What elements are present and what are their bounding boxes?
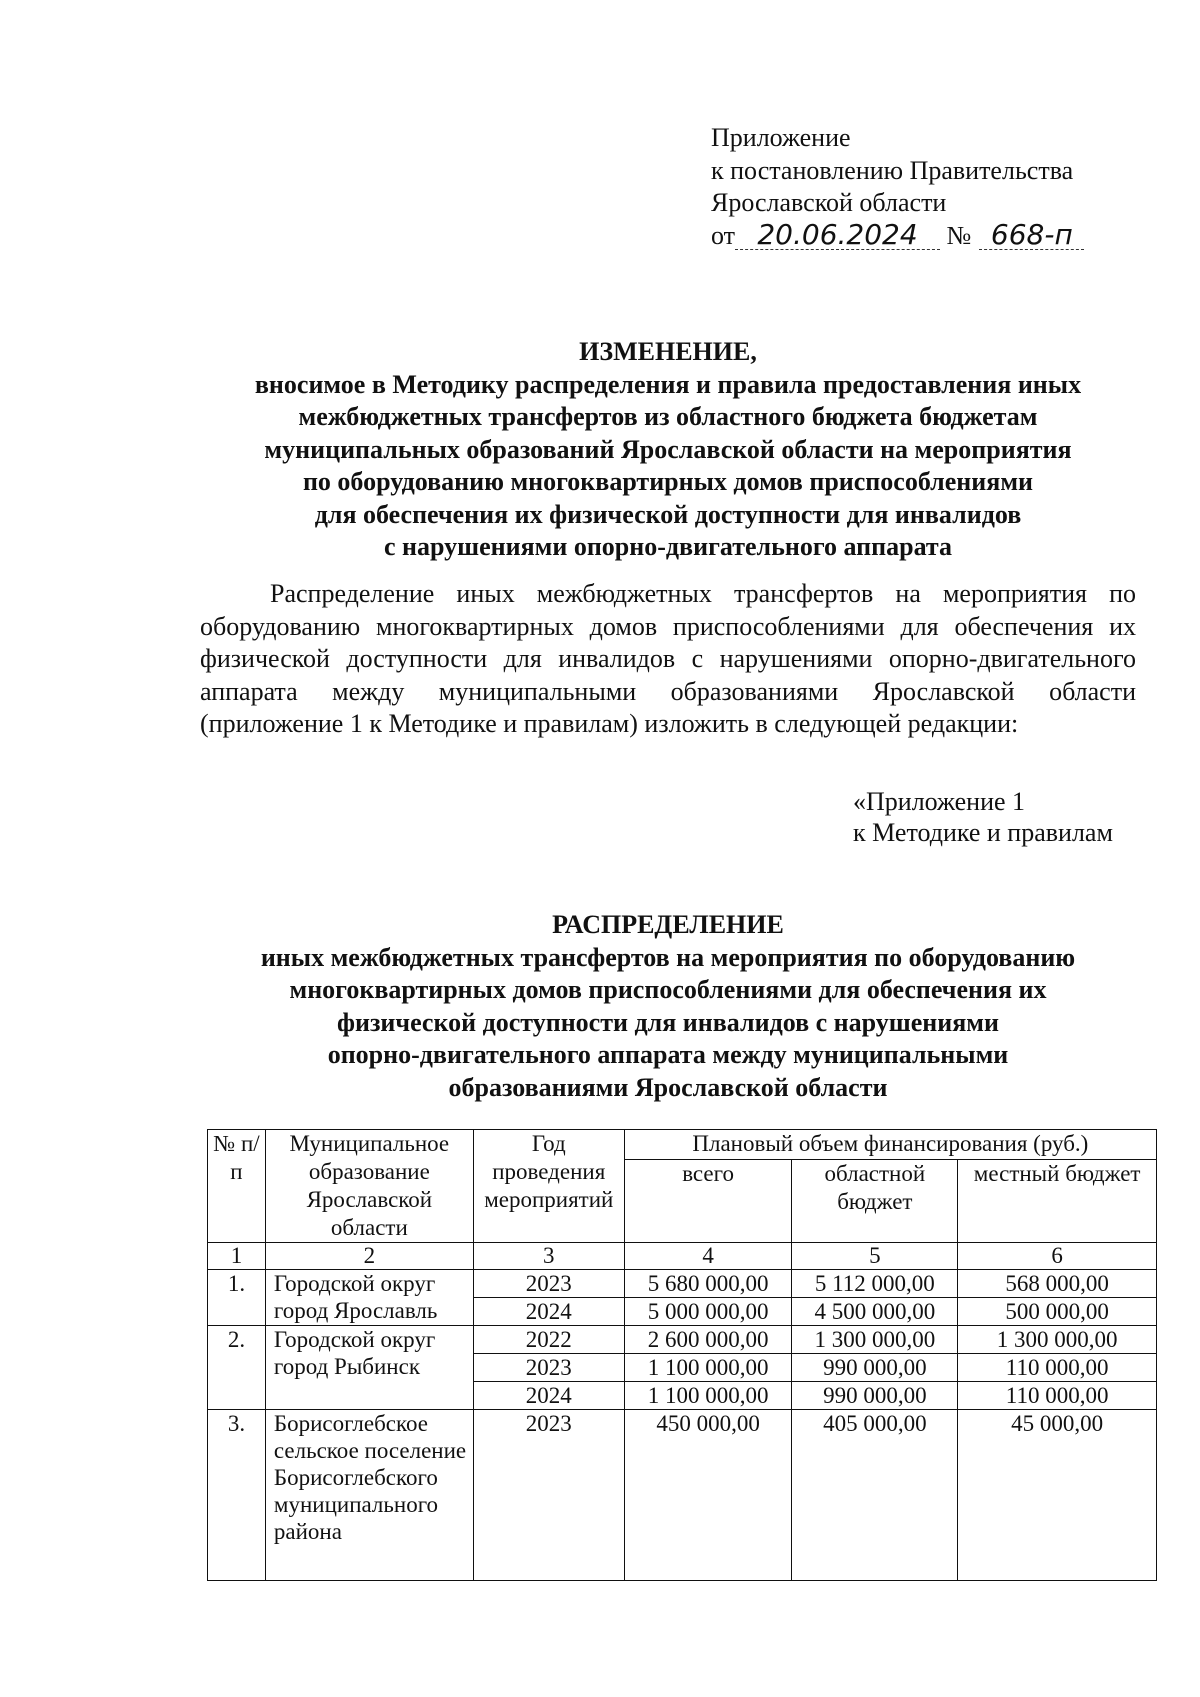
handwritten-number: 668-п [979,221,1084,250]
row-year: 2023 [473,1270,624,1298]
column-number: 2 [265,1243,473,1270]
row-local: 568 000,00 [958,1270,1157,1298]
row-regional: 1 300 000,00 [792,1326,958,1354]
date-prefix: от [711,220,736,250]
header-funding: Плановый объем финансирования (руб.) [624,1130,1156,1160]
row-year: 2023 [473,1354,624,1382]
row-local: 110 000,00 [958,1354,1157,1382]
table-row [208,1326,1157,1354]
header-line: Ярославской области [711,188,947,217]
change-subtitle-line: по оборудованию многоквартирных домов приспособлениями [302,467,1034,496]
header-year: Год проведения мероприятий [473,1130,624,1243]
distribution-heading: РАСПРЕДЕЛЕНИЕ [552,910,784,939]
column-number: 1 [208,1243,266,1270]
row-local: 45 000,00 [958,1410,1157,1581]
change-subtitle-line: межбюджетных трансфертов из областного бюджета бюджетам [298,402,1038,431]
header-local: местный бюджет [958,1160,1157,1243]
row-year: 2022 [473,1326,624,1354]
handwritten-date: 20.06.2024 [735,221,940,250]
change-heading: ИЗМЕНЕНИЕ, [579,337,757,366]
row-local: 500 000,00 [958,1298,1157,1326]
column-number: 3 [473,1243,624,1270]
distribution-subtitle-line: физической доступности для инвалидов с нарушениями [337,1007,999,1037]
change-subtitle-line: с нарушениями опорно-двигательного аппарата [383,532,952,561]
row-total: 5 000 000,00 [624,1298,792,1326]
row-num: 1. [208,1270,266,1326]
row-local: 110 000,00 [958,1382,1157,1410]
appendix-line: к Методике и правилам [853,818,1113,847]
row-regional: 405 000,00 [792,1410,958,1581]
column-number-row [208,1243,1157,1270]
header-municipality: Муниципальное образование Ярославской области [265,1130,473,1243]
row-num: 3. [208,1410,266,1581]
distribution-subtitle-line: иных межбюджетных трансфертов на мероприятия по оборудованию [260,942,1076,972]
header-regional: областной бюджет [792,1160,958,1243]
header-date-line [711,217,1084,253]
approval-header [711,122,1084,252]
row-municipality: Городской округ город Ярославль [265,1270,473,1326]
header-total: всего [624,1160,792,1243]
row-num: 2. [208,1326,266,1410]
row-year: 2023 [473,1410,624,1581]
change-subtitle-line: вносимое в Методику распределения и правила предоставления иных [254,369,1082,399]
distribution-title [200,909,1136,1104]
header-line: Приложение [711,123,851,152]
row-regional: 990 000,00 [792,1382,958,1410]
distribution-subtitle-line: образованиями Ярославской области [448,1072,888,1102]
change-subtitle-line: для обеспечения их физической доступности для инвалидов [314,499,1022,529]
appendix-reference [853,786,1113,848]
column-number: 6 [958,1243,1157,1270]
table-row [208,1270,1157,1298]
column-number: 5 [792,1243,958,1270]
body-paragraph: Распределение иных межбюджетных трансфертов на мероприятия по оборудованию многоквартирных домов приспособлениями для обеспечения их физической доступности для инвалидов с нарушениями опорно-двигательного аппарата между муниципальными образованиями Ярославской области (приложение 1 к Методике и правилам) изложить в следующей редакции: [200,579,1136,738]
distribution-subtitle-line: многоквартирных домов приспособлениями для обеспечения их [289,975,1047,1004]
table-row [208,1410,1157,1581]
number-prefix: № [946,220,972,250]
appendix-line: «Приложение 1 [853,787,1026,816]
row-total: 1 100 000,00 [624,1382,792,1410]
row-total: 1 100 000,00 [624,1354,792,1382]
row-year: 2024 [473,1382,624,1410]
header-line: к постановлению Правительства [711,155,1074,185]
distribution-subtitle-line: опорно-двигательного аппарата между муниципальными [327,1040,1009,1069]
column-number: 4 [624,1243,792,1270]
change-title [200,336,1136,564]
row-municipality: Городской округ город Рыбинск [265,1326,473,1410]
header-num: № п/п [208,1130,266,1243]
distribution-table [207,1129,1157,1581]
row-regional: 5 112 000,00 [792,1270,958,1298]
row-municipality: Борисоглебское сельское поселение Борисоглебского муниципального района [265,1410,473,1581]
change-subtitle-line: муниципальных образований Ярославской области на мероприятия [264,434,1072,464]
row-total: 2 600 000,00 [624,1326,792,1354]
row-local: 1 300 000,00 [958,1326,1157,1354]
row-total: 450 000,00 [624,1410,792,1581]
row-regional: 4 500 000,00 [792,1298,958,1326]
row-regional: 990 000,00 [792,1354,958,1382]
row-total: 5 680 000,00 [624,1270,792,1298]
table-header-row [208,1130,1157,1160]
row-year: 2024 [473,1298,624,1326]
